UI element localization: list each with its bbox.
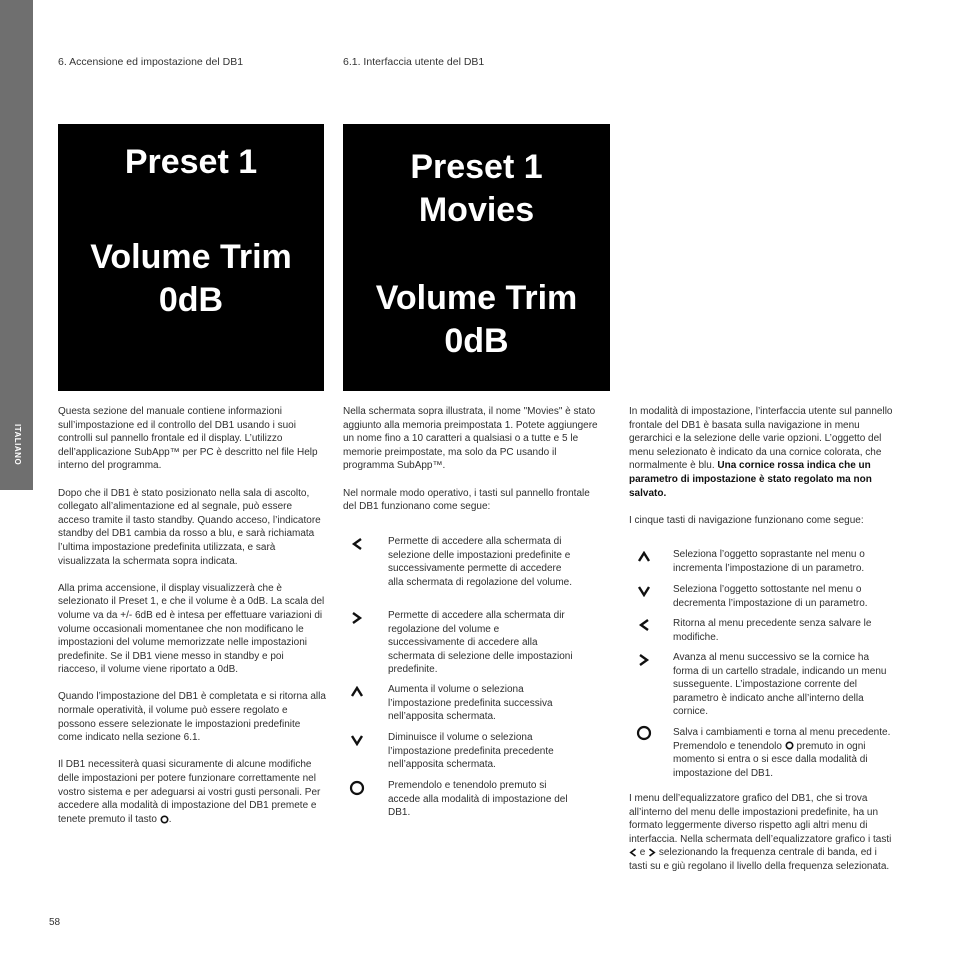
equalizer-paragraph [629, 792, 895, 874]
paragraph: Nella schermata sopra illustrata, il nome "Movies" è stato aggiunto alla memoria preimpostata 1. Potete aggiungere un nome fino a 10 caratteri a qualsiasi o a tutte e 5 le memorie preimpostate, ma solo da PC usando il programma SubApp™. [343, 406, 598, 472]
paragraph-text: selezionando la frequenza centrale di banda, ed i tasti su e giù regolano il livello della frequenza selezionata. [629, 847, 890, 872]
display-screen-preset [58, 124, 324, 391]
key-description: Diminuisce il volume o seleziona l’impostazione predefinita precedente nell’apposita schermata. [388, 732, 554, 771]
paragraph: Quando l’impostazione del DB1 è completata e si ritorna alla normale operatività, il volume può essere regolato e possono essere selezionate le impostazioni predefinite come indicato nella sezione 6.1. [58, 691, 326, 744]
paragraph-text: Il DB1 necessiterà quasi sicuramente di alcune modifiche delle impostazioni per potere funzionare correttamente nel vostro sistema e per adeguarsi ai vostri gusti personali. Per accedere alla modalità di impostazione del DB1 premete e tenete premuto il tasto [58, 759, 321, 825]
circle-icon [160, 815, 169, 824]
key-description: Seleziona l’oggetto soprastante nel menu o incrementa l’impostazione di un parametro. [673, 549, 865, 574]
key-description: Aumenta il volume o seleziona l’impostazione predefinita successiva nell’apposita schermata. [388, 684, 553, 723]
key-description-text: premuto in ogni momento si entra o si esce dalla modalità di impostazione del DB1. [673, 740, 868, 779]
paragraph: Questa sezione del manuale contiene informazioni sull’impostazione ed il controllo del DB1 usando i suoi controlli sul pannello frontale ed il display. L’utilizzo dell’applicazione SubApp™ per PC è descritto nel file Help interno del programma. [58, 406, 318, 472]
sidebar-language-label: ITALIANO [13, 424, 22, 466]
paragraph: Dopo che il DB1 è stato posizionato nella sala di ascolto, collegato all’alimentazione ed al segnale, può essere acceso tramite il tasto standby. Quando acceso, l’indicatore standby del DB1 cambia da rosso a blu, e sarà richiamata l’ultima impostazione predefinita utilizzata, e sarà visualizzata la schermata sopra indicata. [58, 487, 321, 567]
normal-mode-key-list [343, 530, 603, 830]
column-3-text [629, 405, 899, 527]
paragraph-text: I menu dell’equalizzatore grafico del DB1, che si trova all’interno del menu delle impostazioni predefinite, ha un formato leggermente diverso rispetto agli altri menu di interfaccia. Nella schermata dell’equalizzatore grafico i tasti [629, 793, 892, 845]
language-sidebar-tab [0, 0, 33, 490]
display-line-preset: Preset 1 [410, 148, 543, 186]
display-line-volume-trim: Volume Trim [90, 238, 292, 276]
paragraph-text: e [639, 847, 646, 859]
key-description-text: Salva i cambiamenti e torna al menu precedente. Premendolo e tenendolo [673, 727, 891, 752]
display-line-volume-trim: Volume Trim [375, 279, 578, 317]
key-description [673, 726, 895, 780]
circle-icon [785, 741, 794, 750]
column-1-text [58, 405, 326, 826]
right-chevron-icon [648, 848, 656, 857]
key-description: Permette di accedere alla schermata di selezione delle impostazioni predefinite e successivamente permette di accedere alla schermata di regolazione del volume. [388, 536, 572, 588]
circle-icon [349, 780, 365, 796]
display-line-volume-value: 0dB [444, 322, 509, 360]
paragraph: Nel normale modo operativo, i tasti sul pannello frontale del DB1 funzionano come segue: [343, 487, 590, 513]
display-line-preset: Preset 1 [124, 143, 258, 181]
paragraph-end: . [168, 813, 172, 825]
key-description: Seleziona l’oggetto sottostante nel menu o decrementa l’impostazione di un parametro. [673, 584, 868, 609]
up-chevron-icon [636, 549, 652, 565]
right-chevron-icon [349, 610, 365, 626]
left-chevron-icon [636, 617, 652, 633]
left-chevron-icon [629, 848, 637, 857]
paragraph: Alla prima accensione, il display visualizzerà che è selezionato il Preset 1, e che il volume è a 0dB. La scala del volume va da +/- 6dB ed è intesa per effettuare variazioni di volume occasionali momentanee che non modificano le impostazioni del volume memorizzate nelle impostazioni predefinite. Se il DB1 viene messo in standby e poi riacceso, il volume viene riportato a 0dB. [58, 582, 325, 676]
column-2-text [343, 405, 599, 514]
display-line-volume-value: 0dB [158, 281, 224, 319]
up-chevron-icon [349, 684, 365, 700]
key-description: Permette di accedere alla schermata dir regolazione del volume e successivamente di accedere alla schermata di selezione delle impostazioni predefinite. [388, 610, 573, 676]
paragraph-text: In modalità di impostazione, l’interfaccia utente sul pannello frontale del DB1 è basata sulla navigazione in menu gerarchici e la selezione delle varie opzioni. L’oggetto del menu selezionato è indicato da una cornice colorata, che normalmente è blu. [629, 406, 893, 472]
key-description: Ritorna al menu precedente senza salvare le modifiche. [673, 618, 872, 643]
down-chevron-icon [636, 583, 652, 599]
key-description: Premendolo e tenendolo premuto si accede alla modalità di impostazione del DB1. [388, 780, 568, 819]
paragraph [629, 405, 899, 500]
key-description: Avanza al menu successivo se la cornice ha forma di un cartello stradale, indicando un menu susseguente. L’impostazione corrente del parametro è indicato anche all’interno della cornice. [673, 652, 887, 718]
circle-icon [636, 725, 652, 741]
section-heading-left: 6. Accensione ed impostazione del DB1 [58, 56, 244, 68]
down-chevron-icon [349, 732, 365, 748]
display-line-preset-name: Movies [418, 191, 535, 229]
display-screen-preset-named [343, 124, 610, 391]
paragraph-bold-note: Una cornice rossa indica che un parametro di impostazione è stato regolato ma non salvato. [629, 460, 872, 499]
paragraph [58, 758, 326, 826]
right-chevron-icon [636, 652, 652, 668]
page-number: 58 [49, 917, 61, 928]
paragraph: I cinque tasti di navigazione funzionano come segue: [629, 514, 864, 526]
section-heading-right: 6.1. Interfaccia utente del DB1 [343, 56, 485, 68]
left-chevron-icon [349, 536, 365, 552]
setup-mode-key-list [629, 544, 899, 784]
